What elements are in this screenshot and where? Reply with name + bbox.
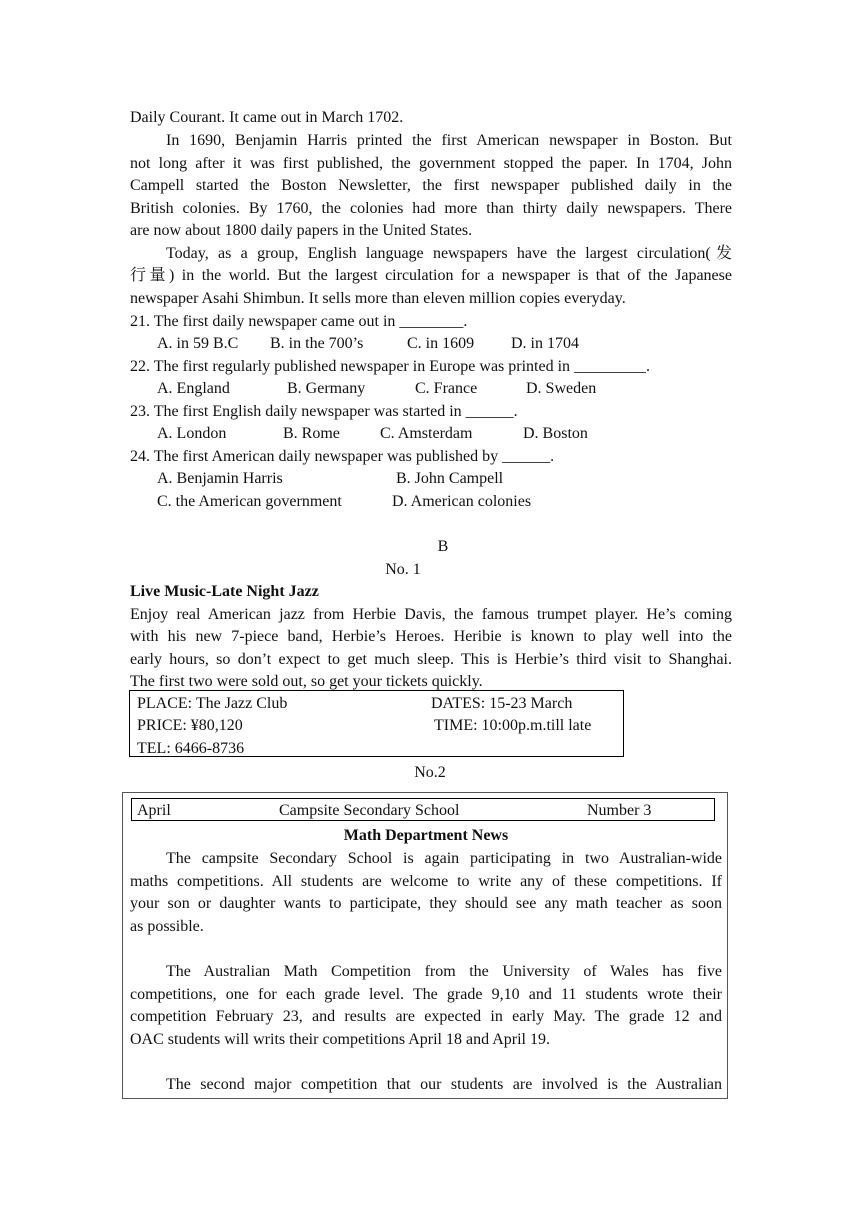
newsletter-number: Number 3 xyxy=(587,802,652,819)
option-c: C. Amsterdam xyxy=(380,425,473,442)
ad-line: The first two were sold out, so get your tickets quickly. xyxy=(130,673,483,690)
question-stem: 21. The first daily newspaper came out in ________. xyxy=(130,313,468,330)
option-d: D. American colonies xyxy=(392,493,532,510)
ad-time: TIME: 10:00p.m.till late xyxy=(434,717,592,734)
passage-line: newspaper Asahi Shimbun. It sells more than eleven million copies everyday. xyxy=(130,290,626,307)
passage-line: not long after it was first published, the government stopped the paper. In 1704, John xyxy=(130,155,732,172)
option-a: A. in 59 B.C xyxy=(157,335,239,352)
newsletter-line: The campsite Secondary School is again participating in two Australian-wide xyxy=(166,850,722,867)
option-c: C. France xyxy=(415,380,478,397)
passage-line: Today, as a group, English language newspapers have the largest circulation(发 xyxy=(166,245,732,262)
ad-line: Enjoy real American jazz from Herbie Davis, the famous trumpet player. He’s coming xyxy=(130,606,732,623)
passage-line: British colonies. By 1760, the colonies had more than thirty daily newspapers. There xyxy=(130,200,732,217)
option-a: A. England xyxy=(157,380,230,397)
option-b: B. in the 700’s xyxy=(270,335,364,352)
item-label: No.2 xyxy=(414,764,446,781)
ad-line: with his new 7-piece band, Herbie’s Heroes. Heribie is known to play well into the xyxy=(130,628,732,645)
newsletter-line: as possible. xyxy=(130,918,204,935)
question-stem: 23. The first English daily newspaper was started in ______. xyxy=(130,403,518,420)
option-c: C. in 1609 xyxy=(407,335,475,352)
newsletter-line: OAC students will writs their competitions April 18 and April 19. xyxy=(130,1031,550,1048)
passage-line: 行量) in the world. But the largest circulation for a newspaper is that of the Japanese xyxy=(130,267,732,284)
passage-line: In 1690, Benjamin Harris printed the first American newspaper in Boston. But xyxy=(166,132,732,149)
ad-place: PLACE: The Jazz Club xyxy=(137,695,288,712)
ad-tel: TEL: 6466-8736 xyxy=(137,740,245,757)
option-b: B. Germany xyxy=(287,380,366,397)
newsletter-school: Campsite Secondary School xyxy=(279,802,460,819)
option-a: A. Benjamin Harris xyxy=(157,470,283,487)
passage-line: Campell started the Boston Newsletter, the first newspaper published daily in the xyxy=(130,177,732,194)
option-b: B. Rome xyxy=(283,425,340,442)
newsletter-line: competition February 23, and results are expected in early May. The grade 12 and xyxy=(130,1008,722,1025)
ad-price: PRICE: ¥80,120 xyxy=(137,717,243,734)
newsletter-line: maths competitions. All students are welcome to write any of these competitions. If xyxy=(130,873,722,890)
newsletter-title: Math Department News xyxy=(343,827,509,844)
question-stem: 24. The first American daily newspaper was published by ______. xyxy=(130,448,555,465)
newsletter-line: The Australian Math Competition from the University of Wales has five xyxy=(166,963,722,980)
option-d: D. in 1704 xyxy=(511,335,579,352)
newsletter-month: April xyxy=(137,802,171,819)
ad-line: early hours, so don’t expect to get much sleep. This is Herbie’s third visit to Shanghai. xyxy=(130,651,732,668)
newsletter-line: competitions, one for each grade level. The grade 9,10 and 11 students wrote their xyxy=(130,986,722,1003)
passage-line: Daily Courant. It came out in March 1702. xyxy=(130,109,404,126)
newsletter-line: The second major competition that our students are involved is the Australian xyxy=(166,1076,722,1093)
option-c: C. the American government xyxy=(157,493,342,510)
newsletter-line: your son or daughter wants to participate, they should see any math teacher as soon xyxy=(130,895,722,912)
item-label: No. 1 xyxy=(385,561,421,578)
option-b: B. John Campell xyxy=(396,470,504,487)
section-letter: B xyxy=(437,538,449,555)
option-d: D. Boston xyxy=(523,425,588,442)
option-a: A. London xyxy=(157,425,227,442)
question-stem: 22. The first regularly published newspaper in Europe was printed in _________. xyxy=(130,358,651,375)
passage-line: are now about 1800 daily papers in the United States. xyxy=(130,222,473,239)
option-d: D. Sweden xyxy=(526,380,597,397)
ad-dates: DATES: 15-23 March xyxy=(431,695,573,712)
ad-title: Live Music-Late Night Jazz xyxy=(130,583,319,600)
